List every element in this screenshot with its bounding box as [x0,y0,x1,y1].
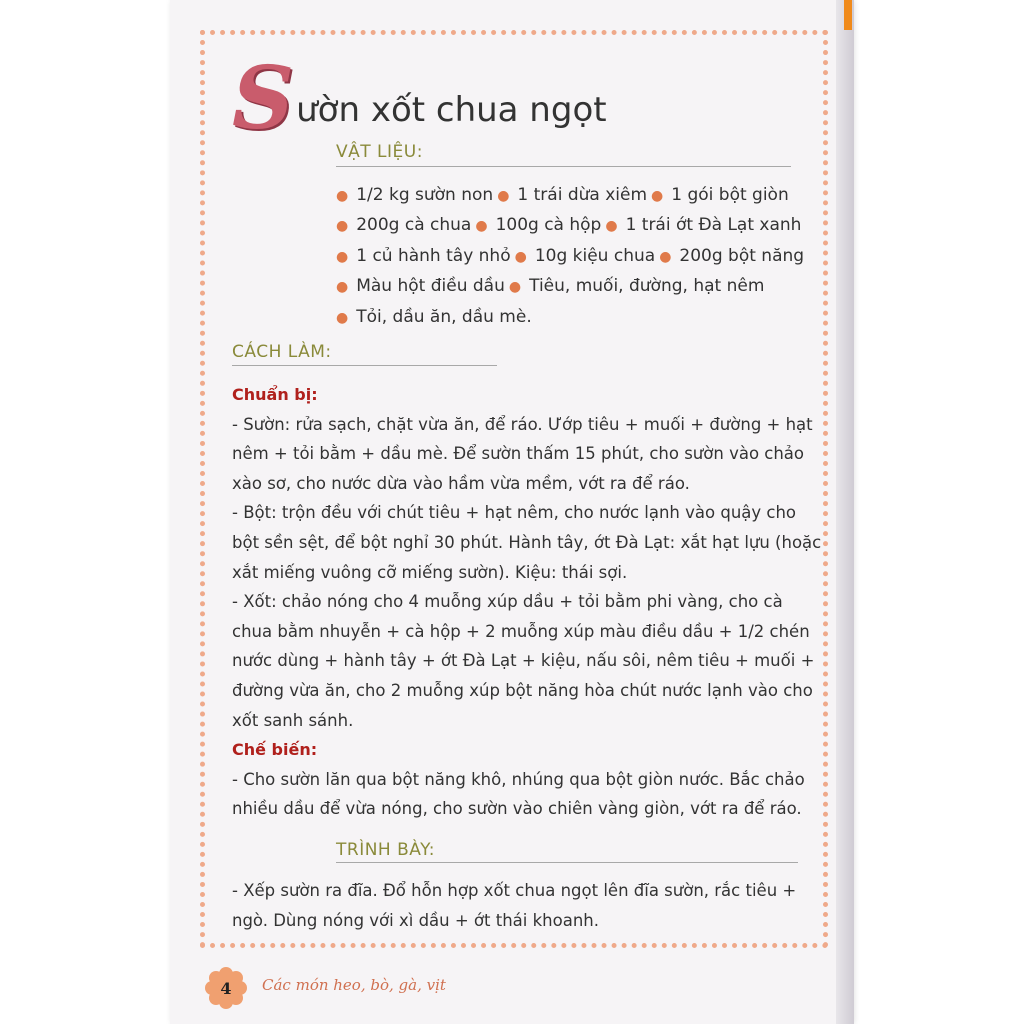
ingredient-item: 1 củ hành tây nhỏ [356,245,511,266]
step-paragraph: - Sườn: rửa sạch, chặt vừa ăn, để ráo. Ướp tiêu + muối + đường + hạt nêm + tỏi bằm + dầu mè. Để sườn thấm 15 phút, cho sườn vào chảo xào sơ, cho nước dừa vào hầm vừa mềm, vớt ra để ráo. [232,414,813,493]
step-paragraph: - Cho sườn lăn qua bột năng khô, nhúng qua bột giòn nước. Bắc chảo nhiều dầu để vừa nóng, cho sườn vào chiên vàng giòn, vớt ra để ráo. [232,769,805,819]
bullet-icon: ● [651,188,664,204]
method-body [232,380,824,824]
bullet-icon: ● [514,248,527,265]
book-section-label: Các món heo, bò, gà, vịt [262,976,446,994]
cook-heading: Chế biến: [232,740,318,760]
ingredient-item: Màu hột điều dầu [356,276,505,297]
ingredients-heading: VẬT LIỆU: [336,142,423,162]
ingredient-line [336,242,806,272]
method-heading: CÁCH LÀM: [232,342,332,362]
method-rule [232,365,497,366]
ingredient-item: 1 trái ớt Đà Lạt xanh [625,215,802,236]
bullet-icon: ● [336,309,349,326]
page-edge [836,0,854,1024]
prep-steps [232,410,824,736]
next-page-edge [844,0,852,30]
prep-heading: Chuẩn bị: [232,385,318,404]
bullet-icon: ● [508,279,522,296]
ingredient-line [336,211,806,241]
bullet-icon: ● [336,188,349,204]
ingredient-item: 1/2 kg sườn non [356,185,494,205]
serve-steps [232,876,824,935]
ingredients-rule [336,166,791,167]
ingredient-item: 200g cà chua [356,215,472,236]
bullet-icon: ● [659,248,672,265]
bullet-icon: ● [475,218,488,235]
bullet-icon: ● [336,248,349,265]
ingredients-list [336,181,806,333]
ingredient-item: 10g kiệu chua [534,245,656,266]
step-paragraph: - Bột: trộn đều với chút tiêu + hạt nêm, cho nước lạnh vào quậy cho bột sền sệt, để bột nghỉ 30 phút. Hành tây, ớt Đà Lạt: xắt hạt lựu (hoặc xắt miếng vuông cỡ miếng sườn). Kiệu: thái sợi. [232,503,822,582]
serve-rule [336,862,798,863]
step-paragraph: - Xếp sườn ra đĩa. Đổ hỗn hợp xốt chua ngọt lên đĩa sườn, rắc tiêu + ngò. Dùng nóng với xì dầu + ớt thái khoanh. [232,881,797,930]
ingredient-item: 200g bột năng [679,245,805,266]
ingredient-item: 100g cà hộp [495,215,602,236]
serve-heading: TRÌNH BÀY: [336,840,435,860]
ingredient-item: 1 gói bột giòn [671,185,789,205]
page-number: 4 [220,978,232,998]
bullet-icon: ● [605,218,618,235]
recipe-title [232,48,607,149]
title-initial: S [232,48,295,149]
bullet-icon: ● [336,279,349,296]
step-paragraph: - Xốt: chảo nóng cho 4 muỗng xúp dầu + tỏi bằm phi vàng, cho cà chua bằm nhuyễn + cà hộp + 2 muỗng xúp màu điều dầu + 1/2 chén nước dùng + hành tây + ớt Đà Lạt + kiệu, nấu sôi, nêm tiêu + muối + đường vừa ăn, cho 2 muỗng xúp bột năng hòa chút nước lạnh vào cho xốt sanh sánh. [232,592,815,730]
title-text: ườn xốt chua ngọt [296,90,607,130]
cook-steps [232,765,824,824]
bullet-icon: ● [497,188,510,204]
bullet-icon: ● [336,218,349,235]
page-number-badge [204,966,248,1010]
ingredient-line [336,272,806,302]
ingredient-item: 1 trái dừa xiêm [517,185,648,205]
ingredient-item: Tỏi, dầu ăn, dầu mè. [356,306,532,327]
ingredient-item: Tiêu, muối, đường, hạt nêm [529,276,765,297]
ingredient-line [336,303,806,333]
ingredient-line [336,181,806,211]
